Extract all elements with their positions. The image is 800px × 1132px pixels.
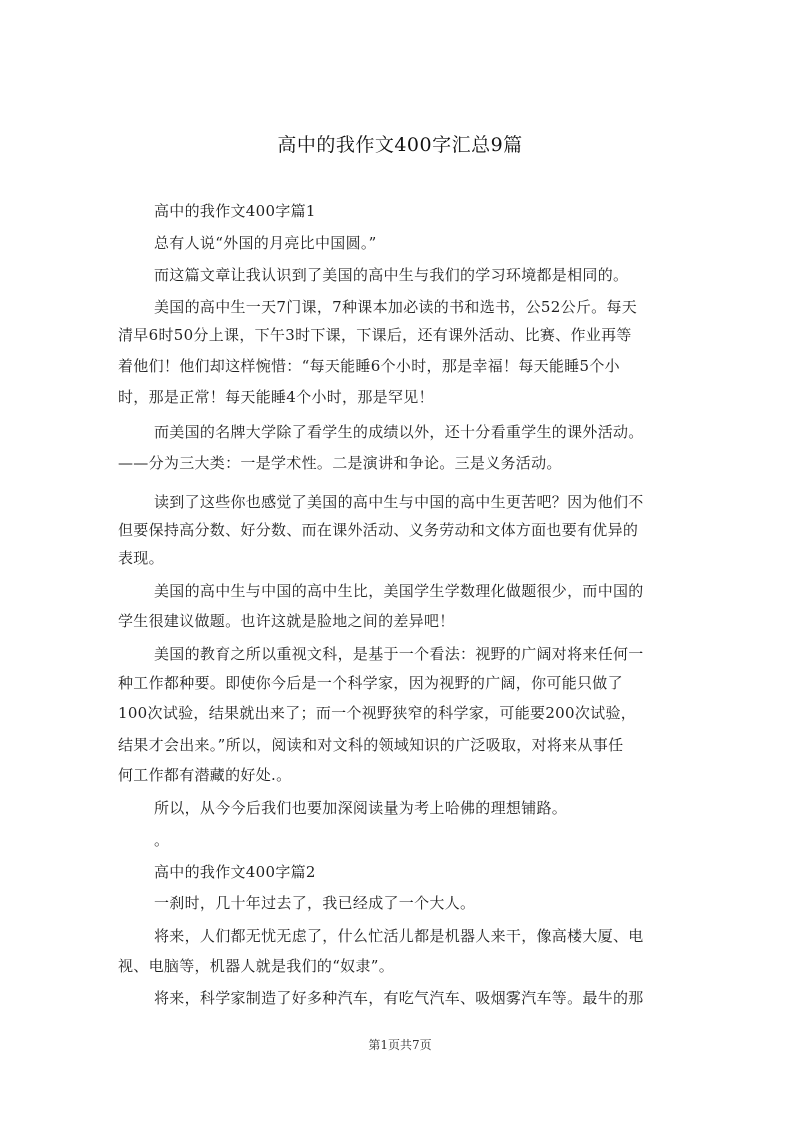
document-title: 高中的我作文400字汇总9篇 — [277, 134, 523, 156]
paragraph-line: 而美国的名牌大学除了看学生的成绩以外，还十分看重学生的课外活动。 — [154, 423, 644, 441]
paragraph-line: 美国的高中生与中国的高中生比，美国学生学数理化做题很少，而中国的 — [154, 582, 644, 600]
paragraph-line: 结果才会出来。”所以，阅读和对文科的领域知识的广泛吸取，对将来从事任 — [118, 736, 624, 754]
paragraph-line: 着他们！他们却这样惋惜：“每天能睡6个小时，那是幸福！每天能睡5个小 — [118, 357, 620, 375]
paragraph-line: 所以，从今今后我们也要加深阅读量为考上哈佛的理想铺路。 — [154, 799, 568, 817]
paragraph-line: 美国的高中生一天7门课，7种课本加必读的书和选书，公52公斤。每天 — [154, 298, 638, 316]
section-heading-2: 高中的我作文400字篇2 — [154, 863, 316, 881]
paragraph-line: 美国的教育之所以重视文科，是基于一个看法：视野的广阔对将来任何一 — [154, 645, 644, 663]
paragraph-line: 。 — [154, 831, 170, 849]
paragraph-line: 视、电脑等，机器人就是我们的“奴隶”。 — [118, 957, 395, 975]
paragraph-line: 将来，人们都无忧无虑了，什么忙活儿都是机器人来干，像高楼大厦、电 — [154, 927, 644, 945]
paragraph-line: 学生很建议做题。也许这就是脸地之间的差异吧！ — [118, 612, 455, 630]
paragraph-line: ——分为三大类：一是学术性。二是演讲和争论。三是义务活动。 — [118, 454, 562, 472]
page-number: 第1页共7页 — [368, 1038, 432, 1052]
paragraph-line: 表现。 — [118, 549, 164, 567]
paragraph-line: 100次试验，结果就出来了；而一个视野狭窄的科学家，可能要200次试验， — [118, 704, 637, 722]
paragraph-line: 总有人说“外国的月亮比中国圆。” — [154, 234, 377, 252]
paragraph-line: 时，那是正常！每天能睡4个小时，那是罕见！ — [118, 388, 434, 406]
paragraph-line: 一刹时，几十年过去了，我已经成了一个大人。 — [154, 894, 476, 912]
paragraph-line: 读到了这些你也感觉了美国的高中生与中国的高中生更苦吧？因为他们不 — [154, 493, 644, 511]
paragraph-line: 清早6时50分上课，下午3时下课，下课后，还有课外活动、比赛、作业再等 — [118, 326, 632, 344]
paragraph-line: 但要保持高分数、好分数、而在课外活动、义务劳动和文体方面也要有优异的 — [118, 521, 639, 539]
paragraph-line: 而这篇文章让我认识到了美国的高中生与我们的学习环境都是相同的。 — [154, 266, 629, 284]
section-heading-1: 高中的我作文400字篇1 — [154, 202, 316, 220]
paragraph-line: 将来，科学家制造了好多种汽车，有吃气汽车、吸烟雾汽车等。最牛的那 — [154, 989, 644, 1007]
paragraph-line: 种工作都种要。即使你今后是一个科学家，因为视野的广阔，你可能只做了 — [118, 674, 623, 692]
paragraph-line: 何工作都有潜藏的好处.。 — [118, 766, 292, 784]
